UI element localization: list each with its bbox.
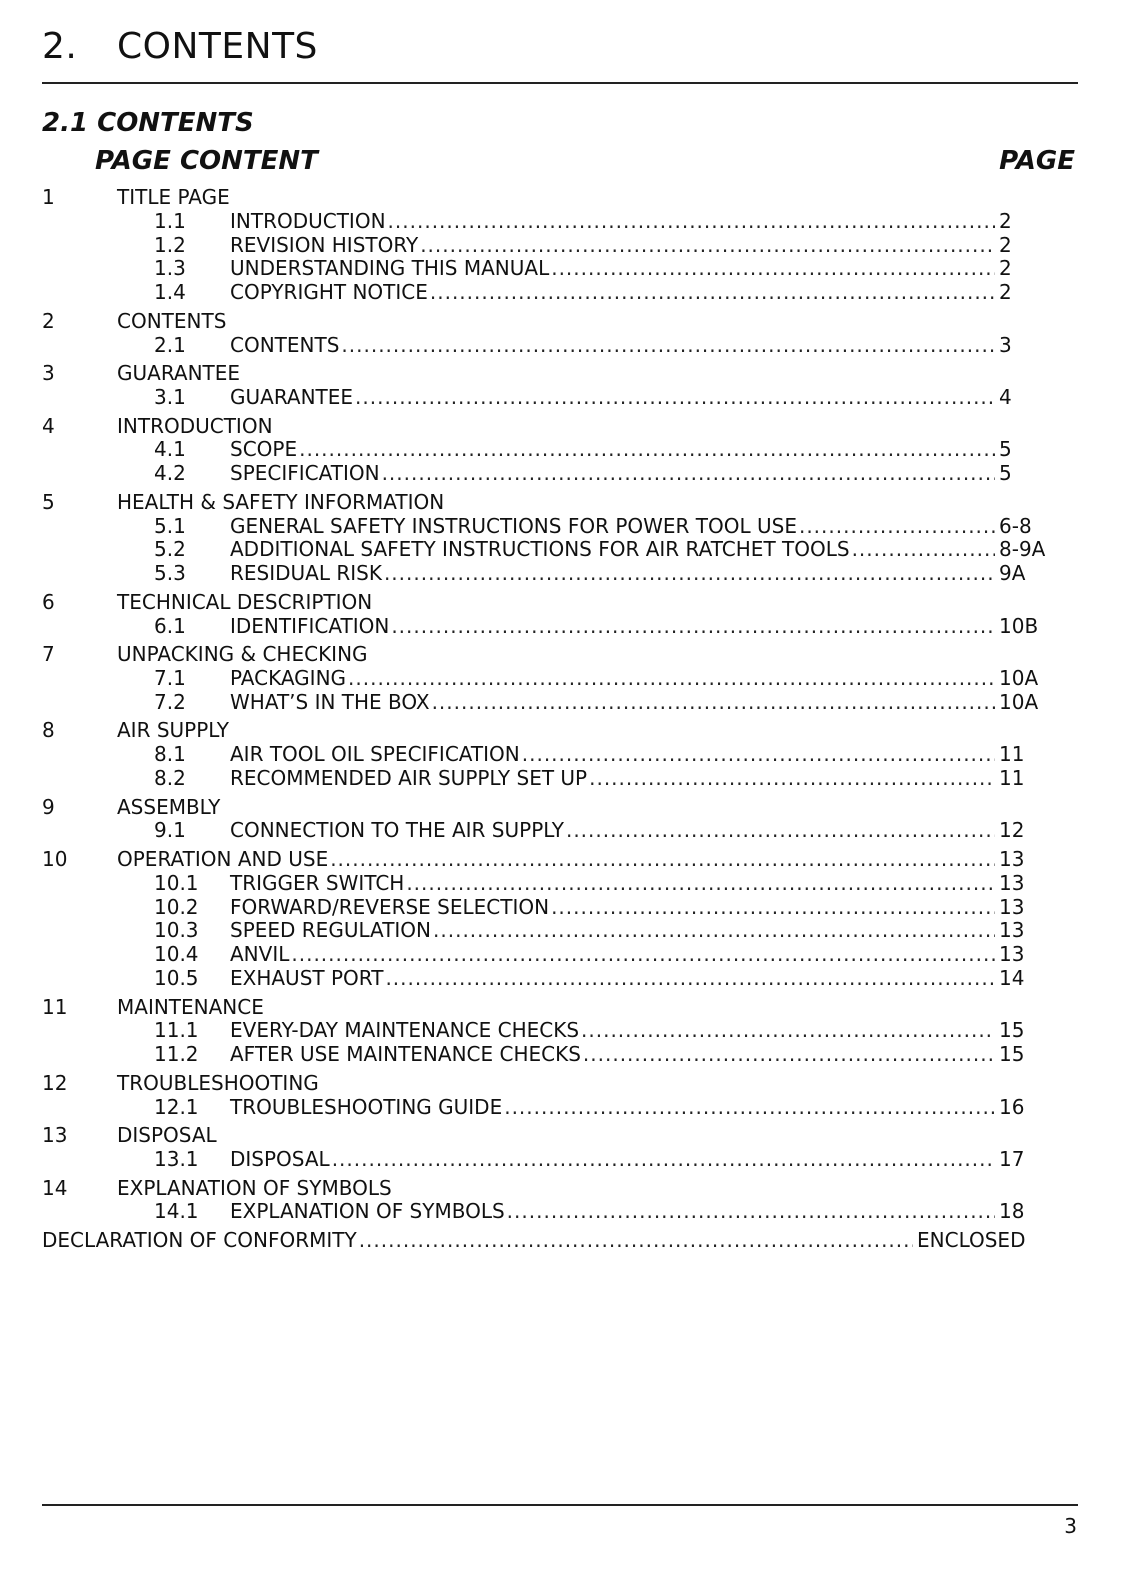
toc-chapter-title: TITLE PAGE — [117, 185, 230, 209]
dot-leader — [522, 742, 995, 766]
toc-entry — [230, 766, 1025, 790]
toc-subsection-number: 5.2 — [154, 537, 186, 562]
toc-entry-page: 9A — [999, 561, 1026, 586]
dot-leader — [385, 966, 995, 990]
toc-declaration-row — [0, 1228, 1123, 1252]
dot-leader — [433, 918, 995, 942]
toc-entry-page: 13 — [999, 894, 1025, 919]
dot-leader — [406, 871, 995, 895]
toc-chapter-row — [0, 847, 1123, 871]
toc-entry-title: AFTER USE MAINTENANCE CHECKS — [230, 1042, 581, 1067]
toc-entry — [230, 537, 1046, 562]
toc-subsection-number: 4.1 — [154, 437, 186, 462]
dot-leader — [504, 1095, 995, 1119]
toc-chapter-row — [0, 718, 1123, 742]
toc-chapter-title: GUARANTEE — [117, 361, 241, 386]
toc-entry — [230, 232, 1012, 257]
toc-entry-page: 10B — [999, 613, 1039, 638]
toc-entry — [230, 894, 1025, 919]
toc-entry-page: 13 — [999, 942, 1025, 967]
toc-subsection-number: 1.2 — [154, 232, 186, 257]
toc-subsection-row — [0, 256, 1123, 280]
dot-leader — [430, 280, 995, 304]
page-number: 3 — [1064, 1514, 1077, 1538]
toc-chapter-number: 9 — [42, 794, 55, 819]
page-title — [42, 26, 318, 67]
toc-entry — [230, 966, 1025, 990]
dot-leader — [332, 1147, 995, 1171]
toc-subsection-number: 10.1 — [154, 870, 199, 895]
toc-chapter-number: 10 — [42, 847, 68, 871]
dot-leader — [432, 690, 995, 714]
toc-subsection-row — [0, 561, 1123, 585]
toc-entry — [230, 918, 1025, 943]
toc-entry-page: 8-9A — [999, 537, 1046, 562]
toc-entry-title: REVISION HISTORY — [230, 232, 419, 257]
toc-subsection-number: 6.1 — [154, 613, 186, 638]
dot-leader — [566, 818, 995, 842]
toc-subsection-row — [0, 1018, 1123, 1042]
toc-entry-title: IDENTIFICATION — [230, 613, 390, 638]
dot-leader — [330, 847, 995, 871]
toc-entry — [230, 461, 1012, 486]
dot-leader — [359, 1228, 913, 1252]
toc-entry-title: SPEED REGULATION — [230, 918, 432, 943]
toc-entry-title: OPERATION AND USE — [117, 847, 329, 871]
dot-leader — [291, 942, 995, 966]
toc-chapter-number: 6 — [42, 589, 55, 614]
toc-entry — [42, 1228, 1026, 1252]
toc-chapter-row — [0, 795, 1123, 819]
toc-subsection-row — [0, 1042, 1123, 1066]
toc-chapter-number: 1 — [42, 185, 55, 209]
toc-subsection-number: 10.4 — [154, 942, 199, 967]
toc-chapter-number: 8 — [42, 718, 55, 743]
toc-entry-title: RESIDUAL RISK — [230, 561, 382, 586]
toc-entry-title: WHAT’S IN THE BOX — [230, 689, 430, 714]
toc-entry-page: 18 — [999, 1199, 1025, 1224]
toc-subsection-row — [0, 385, 1123, 409]
toc-subsection-row — [0, 437, 1123, 461]
toc-chapter-title: HEALTH & SAFETY INFORMATION — [117, 489, 445, 514]
dot-leader — [583, 1042, 995, 1066]
toc-entry — [230, 870, 1025, 895]
toc-entry-page: 10A — [999, 666, 1039, 690]
toc-chapter-title: INTRODUCTION — [117, 413, 273, 438]
toc-chapter-title: CONTENTS — [117, 308, 227, 333]
toc-entry — [230, 689, 1039, 714]
toc-subsection-row — [0, 966, 1123, 990]
toc-entry-page: 5 — [999, 437, 1012, 462]
toc-entry-title: EXHAUST PORT — [230, 966, 384, 990]
toc-entry-page: 15 — [999, 1042, 1025, 1067]
toc-entry-page: 2 — [999, 208, 1012, 233]
toc-subsection-number: 5.1 — [154, 513, 186, 538]
toc-chapter-row — [0, 590, 1123, 614]
toc-entry-page: 13 — [999, 847, 1025, 871]
toc-subsection-number: 7.2 — [154, 689, 186, 714]
toc-chapter-number: 2 — [42, 308, 55, 333]
toc-subsection-number: 14.1 — [154, 1199, 199, 1224]
dot-leader — [341, 333, 995, 357]
toc-chapter-title: ASSEMBLY — [117, 794, 221, 819]
toc-entry-title: CONNECTION TO THE AIR SUPPLY — [230, 818, 564, 843]
toc-entry-page: 2 — [999, 256, 1012, 281]
toc-subsection-number: 1.1 — [154, 208, 186, 233]
toc-subsection-number: 8.2 — [154, 766, 186, 790]
toc-entry-title: DISPOSAL — [230, 1147, 330, 1171]
dot-leader — [420, 233, 995, 257]
toc-subsection-row — [0, 742, 1123, 766]
toc-subsection-number: 8.1 — [154, 742, 186, 767]
column-header-content: PAGE CONTENT — [95, 146, 318, 176]
toc-chapter-row — [0, 490, 1123, 514]
toc-entry-title: DECLARATION OF CONFORMITY — [42, 1228, 357, 1252]
toc-chapter-row — [0, 642, 1123, 666]
toc-chapter-number: 11 — [42, 994, 68, 1019]
toc-subsection-row — [0, 918, 1123, 942]
toc-entry — [230, 561, 1026, 586]
toc-entry-title: ADDITIONAL SAFETY INSTRUCTIONS FOR AIR RATCHET TOOLS — [230, 537, 850, 562]
toc-entry-title: RECOMMENDED AIR SUPPLY SET UP — [230, 766, 588, 790]
section-title: 2.1 CONTENTS — [42, 108, 254, 138]
toc-chapter-row — [0, 414, 1123, 438]
dot-leader — [852, 537, 995, 561]
toc-subsection-row — [0, 537, 1123, 561]
toc-entry-title: CONTENTS — [230, 332, 340, 357]
toc-entry-title: COPYRIGHT NOTICE — [230, 280, 428, 305]
toc-entry-page: 4 — [999, 385, 1012, 409]
toc-subsection-row — [0, 818, 1123, 842]
page-title-number: 2. — [42, 26, 78, 67]
toc-entry — [230, 1094, 1025, 1119]
toc-entry — [230, 742, 1025, 767]
toc-subsection-number: 9.1 — [154, 818, 186, 843]
toc-entry — [230, 385, 1012, 409]
toc-entry — [230, 280, 1012, 305]
toc-entry-title: SCOPE — [230, 437, 298, 462]
toc-chapter-number: 3 — [42, 361, 55, 386]
toc-entry — [230, 208, 1012, 233]
toc-subsection-row — [0, 895, 1123, 919]
toc-subsection-row — [0, 766, 1123, 790]
dot-leader — [391, 614, 995, 638]
toc-entry-title: TRIGGER SWITCH — [230, 870, 405, 895]
toc-subsection-number: 1.3 — [154, 256, 186, 281]
toc-chapter-title: TROUBLESHOOTING — [117, 1070, 319, 1095]
toc-subsection-row — [0, 871, 1123, 895]
top-divider — [42, 82, 1078, 84]
toc-entry — [230, 437, 1012, 462]
toc-chapter-title: TECHNICAL DESCRIPTION — [117, 589, 373, 614]
toc-subsection-number: 11.2 — [154, 1042, 199, 1067]
toc-entry — [230, 256, 1012, 281]
toc-chapter-title: EXPLANATION OF SYMBOLS — [117, 1175, 392, 1200]
toc-entry-page: 6-8 — [999, 513, 1032, 538]
toc-entry-page: 5 — [999, 461, 1012, 486]
toc-entry — [230, 1042, 1025, 1067]
toc-chapter-row — [0, 1071, 1123, 1095]
toc-entry-title: ANVIL — [230, 942, 290, 967]
toc-entry-page: 17 — [999, 1147, 1025, 1171]
toc-entry-page: 13 — [999, 870, 1025, 895]
dot-leader — [507, 1199, 995, 1223]
toc-entry — [230, 332, 1012, 357]
toc-chapter-number: 14 — [42, 1175, 68, 1200]
toc-subsection-number: 11.1 — [154, 1018, 199, 1043]
toc-subsection-number: 13.1 — [154, 1147, 199, 1171]
toc-entry-title: PACKAGING — [230, 666, 347, 690]
dot-leader — [384, 561, 995, 585]
toc-entry-page: 15 — [999, 1018, 1025, 1043]
toc-entry — [230, 942, 1025, 967]
toc-chapter-row — [0, 361, 1123, 385]
toc-entry-title: EVERY-DAY MAINTENANCE CHECKS — [230, 1018, 580, 1043]
toc-entry — [230, 1199, 1025, 1224]
toc-entry-page: 14 — [999, 966, 1025, 990]
toc-subsection-number: 12.1 — [154, 1094, 199, 1119]
dot-leader — [382, 461, 995, 485]
toc-entry — [230, 613, 1039, 638]
toc-chapter-title: UNPACKING & CHECKING — [117, 642, 368, 667]
toc-subsection-row — [0, 690, 1123, 714]
toc-subsection-number: 10.3 — [154, 918, 199, 943]
toc-entry-page: 2 — [999, 232, 1012, 257]
toc-entry-page: 11 — [999, 742, 1025, 767]
toc-entry-page: 11 — [999, 766, 1025, 790]
toc-entry-title: UNDERSTANDING THIS MANUAL — [230, 256, 550, 281]
toc-subsection-row — [0, 1147, 1123, 1171]
toc-subsection-row — [0, 461, 1123, 485]
dot-leader — [581, 1018, 995, 1042]
toc-chapter-title: AIR SUPPLY — [117, 718, 229, 743]
page-title-text: CONTENTS — [117, 26, 318, 67]
toc-entry-title: FORWARD/REVERSE SELECTION — [230, 894, 550, 919]
column-header-page: PAGE — [999, 146, 1075, 176]
toc-subsection-number: 7.1 — [154, 666, 186, 690]
toc-subsection-number: 2.1 — [154, 332, 186, 357]
toc-entry — [230, 1147, 1025, 1171]
toc-subsection-number: 1.4 — [154, 280, 186, 305]
toc-entry-title: INTRODUCTION — [230, 208, 386, 233]
toc-entry-title: SPECIFICATION — [230, 461, 380, 486]
toc-subsection-number: 10.2 — [154, 894, 199, 919]
toc-subsection-row — [0, 233, 1123, 257]
toc-chapter-number: 12 — [42, 1070, 68, 1095]
dot-leader — [348, 666, 995, 690]
toc-chapter-row — [0, 309, 1123, 333]
toc-subsection-number: 3.1 — [154, 385, 186, 409]
toc-subsection-row — [0, 280, 1123, 304]
toc-chapter-number: 4 — [42, 413, 55, 438]
toc-entry-page: ENCLOSED — [917, 1228, 1026, 1252]
toc-chapter-number: 7 — [42, 642, 55, 667]
toc-subsection-row — [0, 614, 1123, 638]
toc-entry — [230, 666, 1039, 690]
dot-leader — [551, 256, 995, 280]
toc-subsection-row — [0, 333, 1123, 357]
dot-leader — [388, 209, 995, 233]
toc-entry — [230, 818, 1025, 843]
toc-chapter-row — [0, 1176, 1123, 1200]
toc-entry-title: GUARANTEE — [230, 385, 354, 409]
toc-entry-page: 13 — [999, 918, 1025, 943]
dot-leader — [355, 385, 995, 409]
dot-leader — [299, 437, 995, 461]
toc-subsection-row — [0, 514, 1123, 538]
toc-entry — [117, 847, 1025, 871]
toc-entry-title: GENERAL SAFETY INSTRUCTIONS FOR POWER TOOL USE — [230, 513, 797, 538]
toc-subsection-row — [0, 1095, 1123, 1119]
toc-entry-page: 3 — [999, 332, 1012, 357]
dot-leader — [799, 514, 995, 538]
toc-chapter-row — [0, 1123, 1123, 1147]
toc-entry-page: 2 — [999, 280, 1012, 305]
toc-entry-page: 12 — [999, 818, 1025, 843]
toc-chapter-number: 5 — [42, 489, 55, 514]
dot-leader — [589, 766, 995, 790]
toc-chapter-number: 13 — [42, 1123, 68, 1148]
toc-chapter-title: DISPOSAL — [117, 1123, 217, 1148]
toc-entry-title: EXPLANATION OF SYMBOLS — [230, 1199, 505, 1224]
toc-subsection-number: 10.5 — [154, 966, 199, 990]
toc-chapter-title: MAINTENANCE — [117, 994, 264, 1019]
toc-chapter-row — [0, 995, 1123, 1019]
toc-entry-page: 10A — [999, 689, 1039, 714]
toc-entry-title: TROUBLESHOOTING GUIDE — [230, 1094, 503, 1119]
toc-entry-page: 16 — [999, 1094, 1025, 1119]
toc-subsection-row — [0, 1199, 1123, 1223]
toc-subsection-row — [0, 666, 1123, 690]
toc-entry — [230, 1018, 1025, 1043]
toc-subsection-number: 4.2 — [154, 461, 186, 486]
toc-subsection-row — [0, 209, 1123, 233]
toc-entry-title: AIR TOOL OIL SPECIFICATION — [230, 742, 520, 767]
dot-leader — [551, 895, 995, 919]
toc-subsection-number: 5.3 — [154, 561, 186, 586]
toc-entry — [230, 513, 1032, 538]
toc-chapter-row — [0, 185, 1123, 209]
toc-subsection-row — [0, 942, 1123, 966]
bottom-divider — [42, 1504, 1078, 1506]
